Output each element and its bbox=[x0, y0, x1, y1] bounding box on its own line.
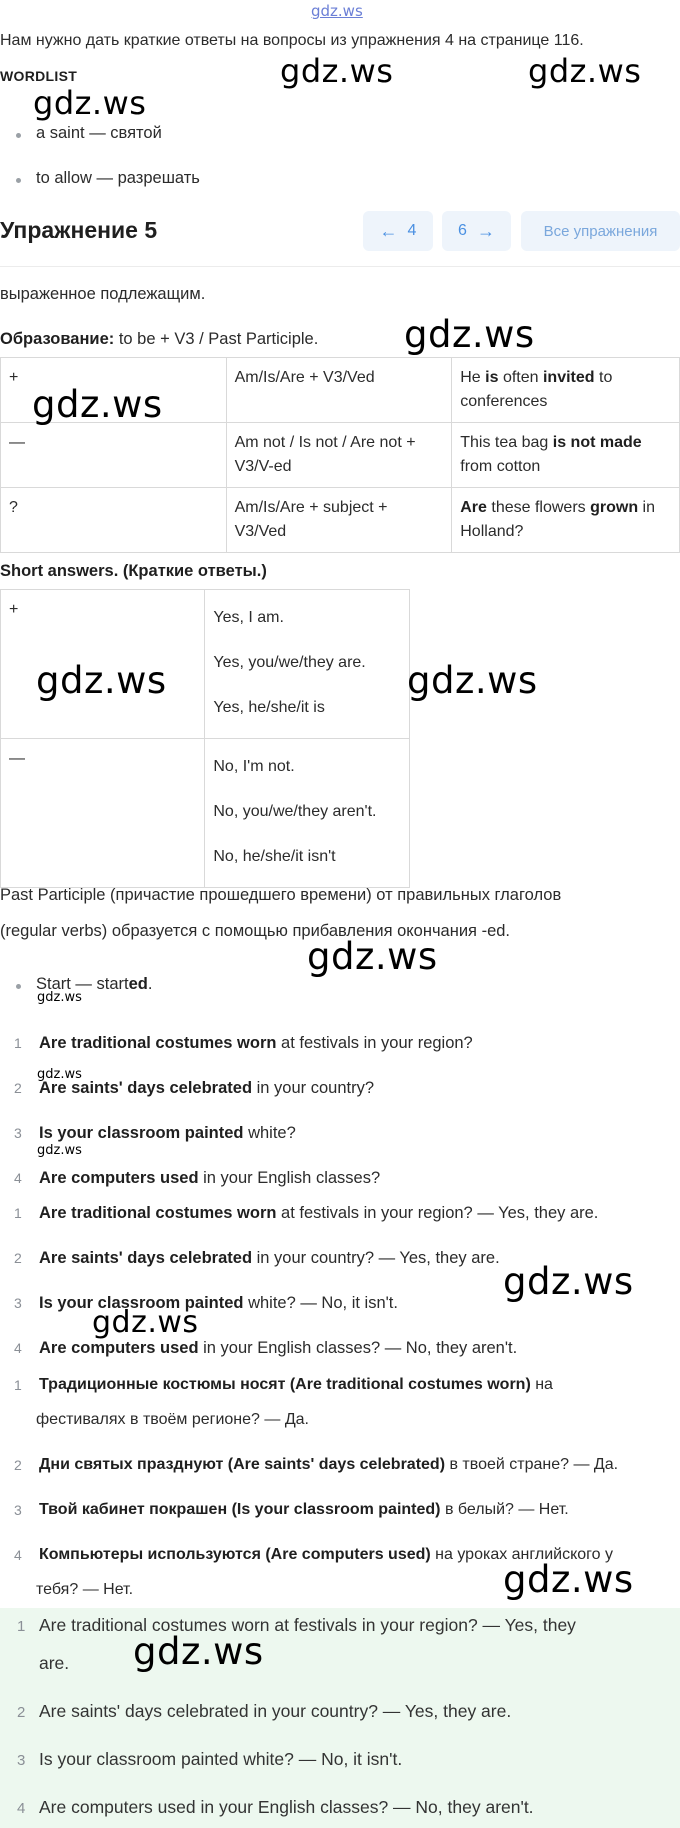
watermark: gdz.ws bbox=[33, 84, 147, 122]
example-item: Start — started. bbox=[36, 975, 153, 993]
watermark: gdz.ws bbox=[404, 313, 535, 356]
list-number: 4 bbox=[14, 1170, 22, 1186]
watermark: gdz.ws bbox=[503, 1260, 634, 1303]
header-divider bbox=[0, 266, 680, 267]
watermark: gdz.ws bbox=[280, 52, 394, 90]
final-answer-item: Is your classroom painted white? — No, it isn't. bbox=[39, 1749, 403, 1769]
list-number: 1 bbox=[14, 1377, 22, 1393]
watermark: gdz.ws bbox=[407, 659, 538, 702]
intro-text: Нам нужно дать краткие ответы на вопросы из упражнения 4 на странице 116. bbox=[0, 32, 584, 49]
list-number: 3 bbox=[17, 1752, 26, 1769]
next-exercise-button[interactable] bbox=[442, 211, 511, 251]
answer-text: No, he/she/it isn't bbox=[213, 848, 336, 865]
table-cell: + bbox=[1, 358, 227, 423]
list-number: 2 bbox=[14, 1457, 22, 1473]
exercise-title: Упражнение 5 bbox=[0, 217, 158, 243]
list-number: 2 bbox=[17, 1704, 26, 1721]
answer-text: No, I'm not. bbox=[213, 758, 295, 775]
table-cell: Am not / Is not / Are not + V3/V-ed bbox=[226, 423, 452, 488]
question-item: Are saints' days celebrated in your country? bbox=[39, 1079, 375, 1097]
watermark: gdz.ws bbox=[528, 52, 642, 90]
question-item: Are computers used in your English classes? bbox=[39, 1169, 381, 1187]
subject-line: выраженное подлежащим. bbox=[0, 285, 206, 303]
answer-text: No, you/we/they aren't. bbox=[213, 803, 377, 820]
short-answers-title: Short answers. (Краткие ответы.) bbox=[0, 562, 267, 580]
answer-text: Yes, you/we/they are. bbox=[213, 654, 366, 671]
watermark: gdz.ws bbox=[133, 1630, 264, 1673]
list-number: 3 bbox=[14, 1502, 22, 1518]
watermark: gdz.ws bbox=[37, 1143, 82, 1158]
list-number: 4 bbox=[14, 1340, 22, 1356]
wordlist-item: to allow — разрешать bbox=[36, 169, 200, 187]
final-answer-continuation: are. bbox=[39, 1653, 70, 1673]
list-number: 1 bbox=[14, 1205, 22, 1221]
final-answer-item: Are saints' days celebrated in your country? — Yes, they are. bbox=[39, 1701, 512, 1721]
table-cell: + bbox=[1, 590, 205, 739]
list-number: 4 bbox=[14, 1547, 22, 1563]
bullet-icon bbox=[16, 178, 21, 183]
answer-item: Are traditional costumes worn at festivals in your region? — Yes, they are. bbox=[39, 1204, 599, 1222]
list-number: 1 bbox=[17, 1618, 26, 1635]
table-row bbox=[1, 739, 410, 888]
participle-line-2: (regular verbs) образуется с помощью прибавления окончания -ed. bbox=[0, 922, 511, 940]
answer-text: Yes, I am. bbox=[213, 609, 284, 626]
translation-continuation: тебя? — Нет. bbox=[36, 1581, 134, 1598]
translation-continuation: фестивалях в твоём регионе? — Да. bbox=[36, 1411, 309, 1428]
question-item: Is your classroom painted white? bbox=[39, 1124, 296, 1142]
table-cell: — bbox=[1, 739, 205, 888]
watermark: gdz.ws bbox=[92, 1305, 199, 1340]
answer-item: Is your classroom painted white? — No, it isn't. bbox=[39, 1294, 398, 1312]
arrow-left-icon: ← bbox=[379, 220, 398, 241]
list-number: 3 bbox=[14, 1295, 22, 1311]
question-item: Are traditional costumes worn at festivals in your region? bbox=[39, 1034, 473, 1052]
top-watermark-link[interactable]: gdz.ws bbox=[311, 2, 363, 20]
table-cell: — bbox=[1, 423, 227, 488]
table-row bbox=[1, 423, 680, 488]
translation-item: Твой кабинет покрашен (Is your classroom painted) в белый? — Нет. bbox=[39, 1501, 569, 1518]
list-number: 2 bbox=[14, 1250, 22, 1266]
table-cell: He is often invited to conferences bbox=[452, 358, 680, 423]
watermark: gdz.ws bbox=[37, 990, 82, 1005]
watermark: gdz.ws bbox=[37, 1067, 82, 1082]
table-cell bbox=[205, 739, 410, 888]
table-cell: This tea bag is not made from cotton bbox=[452, 423, 680, 488]
prev-exercise-button[interactable] bbox=[363, 211, 433, 251]
bullet-icon bbox=[16, 984, 21, 989]
short-answers-table bbox=[0, 589, 410, 888]
answer-item: Are computers used in your English classes? — No, they aren't. bbox=[39, 1339, 518, 1357]
translation-item: Компьютеры используются (Are computers used) на уроках английского у bbox=[39, 1546, 613, 1563]
final-answer-item: Are computers used in your English classes? — No, they aren't. bbox=[39, 1797, 534, 1817]
list-number: 1 bbox=[14, 1035, 22, 1051]
participle-line-1: Past Participle (причастие прошедшего времени) от правильных глаголов bbox=[0, 886, 562, 904]
formation-line: Образование: to be + V3 / Past Participle. bbox=[0, 330, 319, 348]
arrow-right-icon: → bbox=[476, 220, 495, 241]
table-row bbox=[1, 488, 680, 553]
next-exercise-label: 6 bbox=[458, 222, 467, 239]
answer-text: Yes, he/she/it is bbox=[213, 699, 325, 716]
wordlist-item: a saint — святой bbox=[36, 124, 162, 142]
watermark: gdz.ws bbox=[32, 383, 163, 426]
all-exercises-button[interactable]: Все упражнения bbox=[521, 211, 680, 251]
watermark: gdz.ws bbox=[307, 935, 438, 978]
list-number: 3 bbox=[14, 1125, 22, 1141]
prev-exercise-label: 4 bbox=[407, 222, 417, 239]
list-number: 4 bbox=[17, 1800, 26, 1817]
watermark: gdz.ws bbox=[36, 659, 167, 702]
bullet-icon bbox=[16, 133, 21, 138]
table-cell: Am/Is/Are + subject + V3/Ved bbox=[226, 488, 452, 553]
wordlist-title: WORDLIST bbox=[0, 68, 78, 84]
list-number: 2 bbox=[14, 1080, 22, 1096]
table-cell: Are these flowers grown in Holland? bbox=[452, 488, 680, 553]
translation-item: Традиционные костюмы носят (Are traditional costumes worn) на bbox=[39, 1376, 553, 1393]
table-cell bbox=[205, 590, 410, 739]
table-cell: ? bbox=[1, 488, 227, 553]
watermark: gdz.ws bbox=[503, 1558, 634, 1601]
table-cell: Am/Is/Are + V3/Ved bbox=[226, 358, 452, 423]
answer-item: Are saints' days celebrated in your country? — Yes, they are. bbox=[39, 1249, 500, 1267]
final-answer-item: Are traditional costumes worn at festivals in your region? — Yes, they bbox=[39, 1615, 576, 1635]
translation-item: Дни святых празднуют (Are saints' days celebrated) в твоей стране? — Да. bbox=[39, 1456, 619, 1473]
